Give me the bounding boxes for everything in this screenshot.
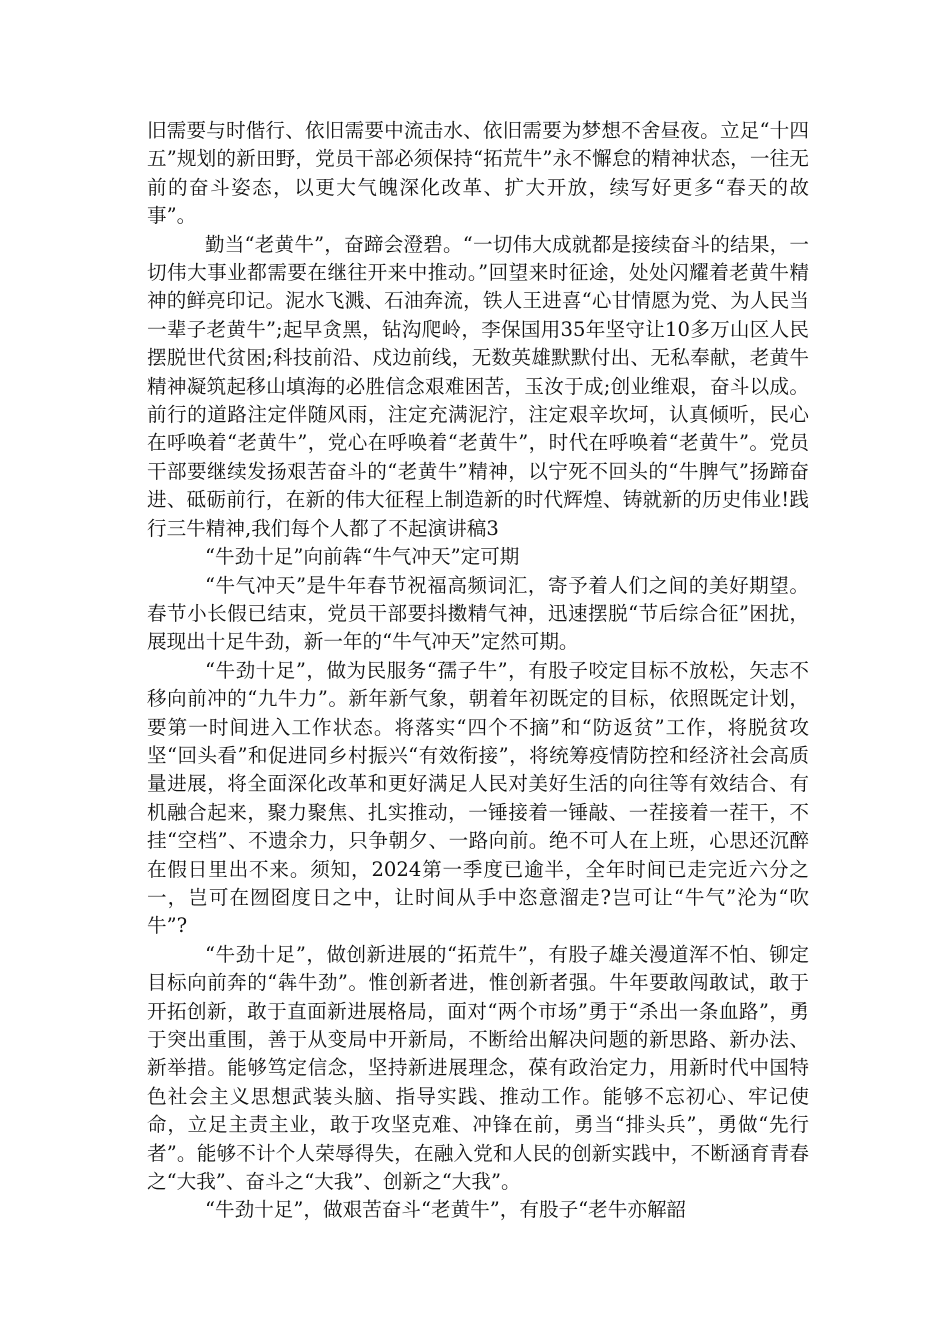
paragraph-servant-ox: “牛劲十足”，做为民服务“孺子牛”，有股子咬定目标不放松，矢志不移向前冲的“九牛力”。新年新气象，朝着年初既定的目标，依照既定计划，要第一时间进入工作状态。将落实“四个不摘”和“防返贫”工作，将脱贫攻坚“回头看”和促进同乡村振兴“有效衔接”，将统筹疫情防控和经济社会高质量进展，将全面深化改革和更好满足人民对美好生活的向往等有效结合、有机融合起来，聚力聚焦、扎实推动，一锤接着一锤敲、一茬接着一茬干，不挂“空档”、不遗余力，只争朝夕、一路向前。绝不可人在上班，心思还沉醉在假日里出不来。须知，2024第一季度已逾半，全年时间已走完近六分之一，岂可在囫囵度日之中，让时间从手中恣意溜走?岂可让“牛气”沦为“吹牛”? [147,658,809,938]
section-heading: “牛劲十足”向前犇“牛气冲天”定可期 [205,545,520,569]
paragraph-old-yellow-ox: 勤当“老黄牛”，奋蹄会澄碧。“一切伟大成就都是接续奋斗的结果，一切伟大事业都需要在继往开来中推动。”回望来时征途，处处闪耀着老黄牛精神的鲜亮印记。泥水飞溅、石油奔流，铁人王进喜“心甘情愿为党、为人民当一辈子老黄牛”;起早贪黑，钻沟爬岭，李保国用35年坚守让10多万山区人民摆脱世代贫困;科技前沿、戍边前线，无数英雄默默付出、无私奉献，老黄牛精神凝筑起移山填海的必胜信念艰难困苦，玉汝于成;创业维艰，奋斗以成。前行的道路注定伴随风雨，注定充满泥泞，注定艰辛坎坷，认真倾听，民心在呼唤着“老黄牛”，党心在呼唤着“老黄牛”，时代在呼唤着“老黄牛”。党员干部要继续发扬艰苦奋斗的“老黄牛”精神，以宁死不回头的“牛脾气”扬蹄奋进、砥砺前行，在新的伟大征程上制造新的时代辉煌、铸就新的历史伟业!践行三牛精神,我们每个人都了不起演讲稿3 [147,232,809,540]
paragraph-pioneer-ox: “牛劲十足”，做创新进展的“拓荒牛”，有股子雄关漫道浑不怕、铆定目标向前奔的“犇牛劲”。惟创新者进，惟创新者强。牛年要敢闯敢试，敢于开拓创新，敢于直面新进展格局，面对“两个市场”勇于“杀出一条血路”，勇于突出重围，善于从变局中开新局，不断给出解决问题的新思路、新办法、新举措。能够笃定信念，坚持新进展理念，葆有政治定力，用新时代中国特色社会主义思想武装头脑、指导实践、推动工作。能够不忘初心、牢记使命，立足主责主业，敢于攻坚克难、冲锋在前，勇当“排头兵”，勇做“先行者”。能够不计个人荣辱得失，在融入党和人民的创新实践中，不断涵育青春之“大我”、奋斗之“大我”、创新之“大我”。 [147,942,809,1194]
paragraph-hardworking-ox: “牛劲十足”，做艰苦奋斗“老黄牛”，有股子“老牛亦解韶 [205,1198,687,1222]
paragraph-intro: “牛气冲天”是牛年春节祝福高频词汇，寄予着人们之间的美好期望。春节小长假已结束，党员干部要抖擞精气神，迅速摆脱“节后综合征”困扰，展现出十足牛劲，新一年的“牛气冲天”定然可期。 [147,573,809,654]
paragraph-continued: 旧需要与时偕行、依旧需要中流击水、依旧需要为梦想不舍昼夜。立足“十四五”规划的新田野，党员干部必须保持“拓荒牛”永不懈怠的精神状态，一往无前的奋斗姿态，以更大气魄深化改革、扩大开放，续写好更多“春天的故事”。 [147,119,809,228]
document-body [147,117,809,1225]
